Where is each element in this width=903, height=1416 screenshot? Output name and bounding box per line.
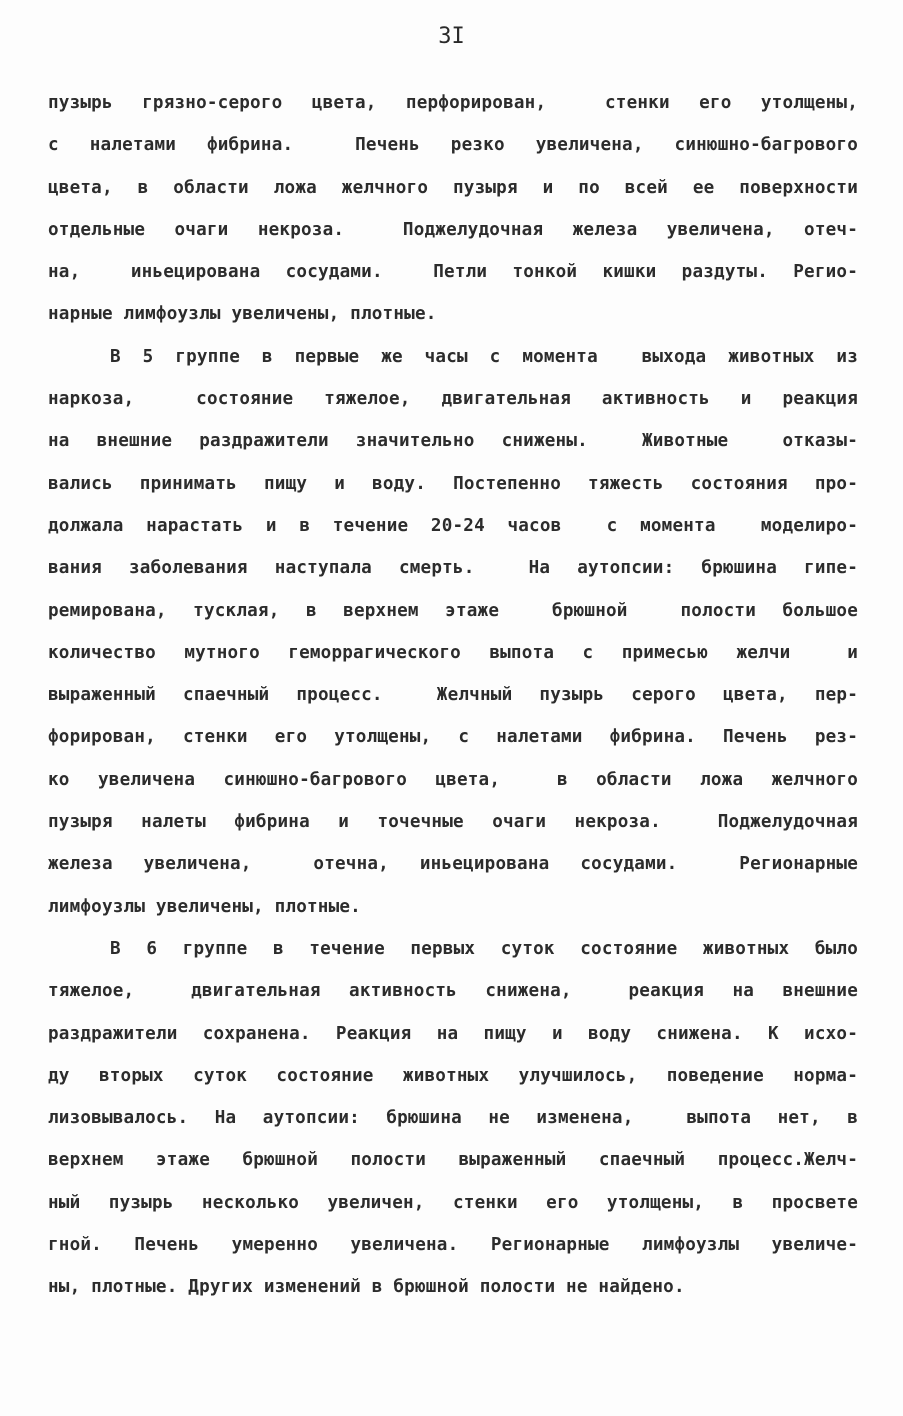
page-number: 3I (438, 24, 465, 49)
text-line: В 5 группе в первые же часы с момента выхода животных из (110, 346, 858, 367)
text-line: вались принимать пищу и воду. Постепенно тяжесть состояния про- (48, 473, 858, 494)
text-line: ремирована, тусклая, в верхнем этаже брюшной полости большое (48, 600, 858, 621)
text-line: раздражители сохранена. Реакция на пищу и воду снижена. К исхо- (48, 1023, 858, 1044)
text-line: пузырь грязно-серого цвета, перфорирован, стенки его утолщены, (48, 93, 858, 113)
text-line: форирован, стенки его утолщены, с налетами фибрина. Печень рез- (48, 727, 858, 748)
paragraph-2 (48, 336, 858, 928)
text-line: лимфоузлы увеличены, плотные. (48, 896, 361, 917)
text-line: на, иньецирована сосудами. Петли тонкой кишки раздуты. Регио- (48, 262, 858, 283)
text-line: верхнем этаже брюшной полости выраженный спаечный процесс.Желч- (48, 1150, 858, 1171)
text-line: ны, плотные. Других изменений в брюшной полости не найдено. (48, 1277, 685, 1298)
text-line: отдельные очаги некроза. Поджелудочная железа увеличена, отеч- (48, 219, 858, 240)
text-line: ду вторых суток состояние животных улучшилось, поведение норма- (48, 1065, 858, 1086)
body-text (48, 82, 858, 1309)
text-line: вания заболевания наступала смерть. На аутопсии: брюшина гипе- (48, 558, 858, 579)
text-line: количество мутного геморрагического выпота с примесью желчи и (48, 642, 858, 663)
text-line: на внешние раздражители значительно снижены. Животные отказы- (48, 431, 858, 452)
text-line: с налетами фибрина. Печень резко увеличена, синюшно-багрового (48, 135, 858, 156)
text-line: должала нарастать и в течение 20-24 часов с момента моделиро- (48, 515, 858, 536)
paragraph-1 (48, 82, 858, 336)
text-line: железа увеличена, отечна, иньецирована сосудами. Регионарные (48, 854, 858, 875)
text-line: гной. Печень умеренно увеличена. Регионарные лимфоузлы увеличе- (48, 1235, 858, 1256)
paragraph-3 (48, 928, 858, 1309)
text-line: лизовывалось. На аутопсии: брюшина не изменена, выпота нет, в (48, 1108, 858, 1129)
text-line: ко увеличена синюшно-багрового цвета, в области ложа желчного (48, 769, 858, 790)
text-line: тяжелое, двигательная активность снижена, реакция на внешние (48, 981, 858, 1002)
text-line: цвета, в области ложа желчного пузыря и по всей ее поверхности (48, 177, 858, 198)
text-line: выраженный спаечный процесс. Желчный пузырь серого цвета, пер- (48, 685, 858, 706)
text-line: наркоза, состояние тяжелое, двигательная активность и реакция (48, 389, 858, 410)
text-line: В 6 группе в течение первых суток состояние животных было (110, 938, 858, 959)
text-line: пузыря налеты фибрина и точечные очаги некроза. Поджелудочная (48, 812, 858, 833)
text-line: ный пузырь несколько увеличен, стенки его утолщены, в просвете (48, 1192, 858, 1213)
text-line: нарные лимфоузлы увеличены, плотные. (48, 304, 437, 325)
